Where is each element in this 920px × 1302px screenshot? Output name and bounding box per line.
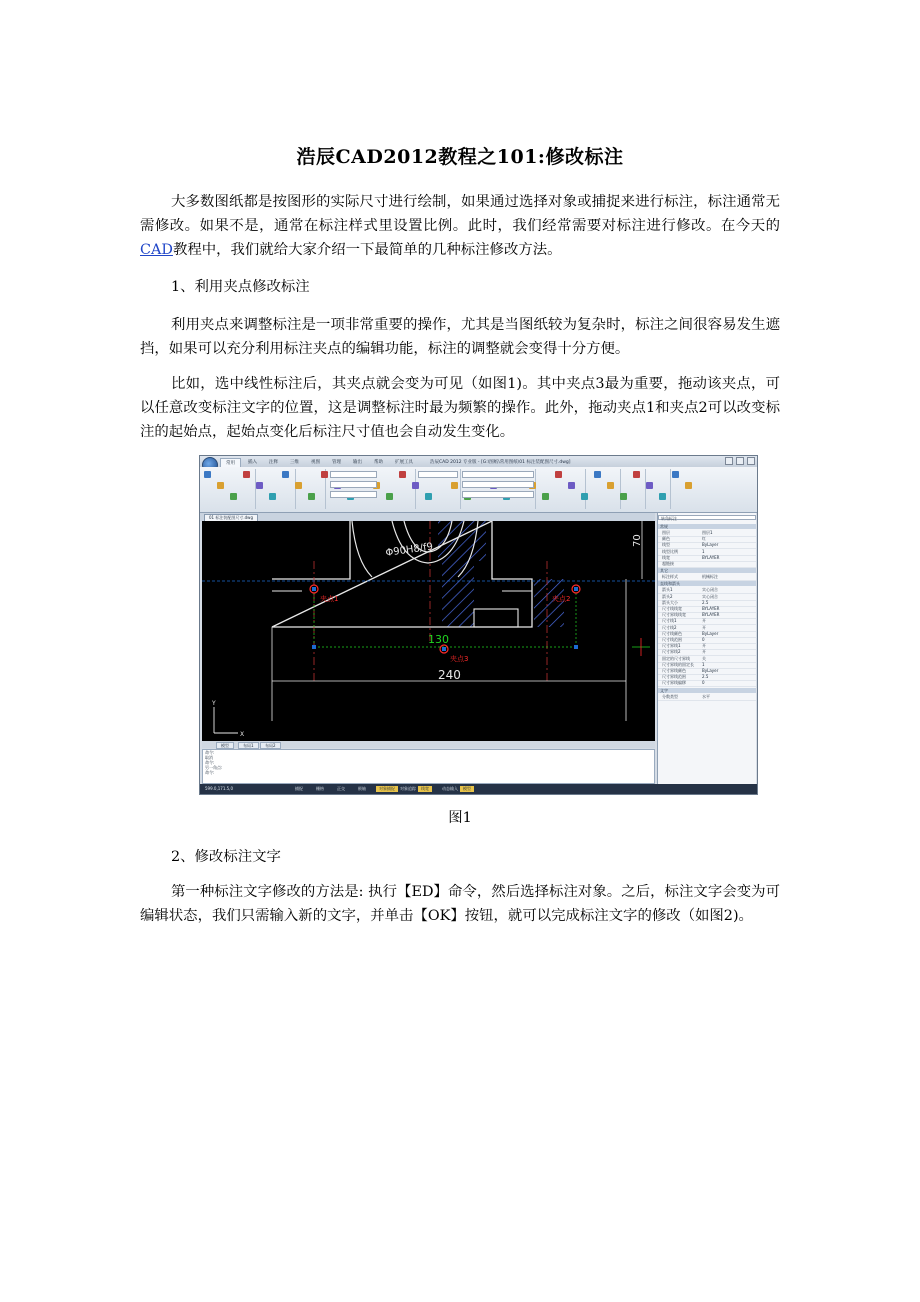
- section1-heading: 1、利用夹点修改标注: [171, 279, 310, 295]
- props-section-header[interactable]: 其它: [658, 568, 756, 573]
- ribbon-tool-icon[interactable]: [607, 482, 614, 489]
- props-key: 尺寸界线范围: [662, 674, 686, 680]
- props-section-header[interactable]: 常规: [658, 524, 756, 529]
- props-value: 关: [702, 655, 706, 661]
- status-toggle[interactable]: 极轴: [358, 786, 366, 791]
- props-key: 尺寸界线的固定长: [662, 661, 694, 667]
- ribbon-group: [645, 469, 671, 509]
- ribbon-combo[interactable]: [330, 481, 377, 488]
- cad-titlebar: [200, 456, 757, 467]
- intro-text-2: 教程中，我们就给大家介绍一下最简单的几种标注修改方法。: [172, 242, 562, 258]
- grip-3-square: [442, 647, 446, 651]
- status-toggle[interactable]: 对象追踪: [400, 786, 416, 791]
- layout-tab[interactable]: 布局1: [238, 742, 259, 749]
- command-line: 命令:: [205, 760, 215, 765]
- props-value: 实心闭合: [702, 593, 718, 599]
- section2-heading: 2、修改标注文字: [171, 849, 281, 865]
- ribbon-tool-icon[interactable]: [620, 493, 627, 500]
- cad-properties-panel: [657, 513, 756, 784]
- props-section-header[interactable]: 直线和箭头: [658, 581, 756, 586]
- cad-doc-tab: 01 标注装配图尺寸.dwg: [204, 514, 258, 522]
- props-key: 尺寸界线偏移: [662, 680, 686, 686]
- status-toggle[interactable]: 动态输入: [442, 786, 458, 791]
- props-value: 开: [702, 624, 706, 630]
- ribbon-group: [255, 469, 296, 509]
- intro-text-1: 大多数图纸都是按图形的实际尺寸进行绘制，如果通过选择对象或捕捉来进行标注，标注通常无需修改。如果不是，通常在标注样式里设置比例。此时，我们经常需要对标注进行修改。在今天的: [140, 194, 780, 234]
- props-key: 尺寸线线宽: [662, 606, 682, 611]
- ribbon-combo[interactable]: [462, 491, 534, 498]
- props-key: 尺寸界线1: [662, 643, 681, 649]
- cad-menu-item[interactable]: 常用: [220, 458, 241, 467]
- command-line: 命令:: [205, 750, 215, 755]
- props-key: 超链接: [662, 561, 674, 566]
- cad-menu-item[interactable]: 三维: [290, 460, 299, 465]
- status-toggle[interactable]: 对象捕捉: [376, 786, 398, 792]
- ribbon-combo[interactable]: [418, 471, 458, 478]
- ribbon-tool-icon[interactable]: [399, 471, 406, 478]
- props-key: 颜色: [662, 536, 670, 542]
- grip-2-square: [574, 587, 578, 591]
- ribbon-tool-icon[interactable]: [672, 471, 679, 478]
- ribbon-combo[interactable]: [462, 471, 534, 478]
- ribbon-tool-icon[interactable]: [542, 493, 549, 500]
- command-line: 另一角点:: [205, 765, 223, 770]
- ribbon-tool-icon[interactable]: [594, 471, 601, 478]
- cad-layout-tabs: [202, 741, 655, 748]
- hatch-region-right: [442, 561, 474, 627]
- props-value: 2.5: [702, 599, 709, 605]
- intro-paragraph: [140, 190, 780, 262]
- cad-menu-item[interactable]: 帮助: [374, 460, 383, 465]
- ribbon-tool-icon[interactable]: [386, 493, 393, 500]
- props-key: 图层: [662, 530, 670, 535]
- cad-drawing: [202, 521, 655, 741]
- maximize-icon: [736, 457, 744, 465]
- status-toggle[interactable]: 正交: [337, 786, 345, 791]
- grip-label-2: 夹点2: [552, 595, 571, 603]
- props-value: 图层1: [702, 530, 713, 535]
- props-value: 1: [702, 661, 705, 667]
- dim-text-70: 70: [632, 534, 643, 547]
- ribbon-tool-icon[interactable]: [555, 471, 562, 478]
- ribbon-tool-icon[interactable]: [256, 482, 263, 489]
- props-key: 分数类型: [662, 693, 678, 699]
- cad-ribbon: [200, 467, 757, 513]
- props-key: 线宽: [662, 554, 670, 560]
- ribbon-tool-icon[interactable]: [204, 471, 211, 478]
- cad-command-window: [202, 749, 655, 784]
- ucs-icon: [214, 707, 238, 733]
- ribbon-tool-icon[interactable]: [308, 493, 315, 500]
- minimize-icon: [725, 457, 733, 465]
- props-key: 线型比例: [662, 548, 678, 554]
- props-key: 尺寸界线颜色: [662, 668, 686, 673]
- cad-menu-item[interactable]: 管理: [332, 460, 341, 465]
- props-value: 0: [702, 637, 705, 642]
- grip-label-1: 夹点1: [320, 595, 339, 603]
- ribbon-tool-icon[interactable]: [412, 482, 419, 489]
- cad-menu-item[interactable]: 输出: [353, 460, 362, 465]
- ribbon-tool-icon[interactable]: [646, 482, 653, 489]
- cad-menu-item[interactable]: 注释: [269, 460, 278, 465]
- props-value: BYLAYER: [702, 554, 720, 560]
- props-value: 0: [702, 680, 705, 686]
- props-value: BYLAYER: [702, 612, 720, 618]
- dim-text-240: 240: [438, 668, 461, 682]
- status-coords: 599.0,171.5,0: [205, 786, 233, 791]
- hatch-region-far-right: [534, 579, 564, 627]
- props-value: 机械标注: [702, 574, 718, 580]
- ribbon-combo[interactable]: [330, 491, 377, 498]
- props-key: 尺寸线颜色: [662, 630, 682, 636]
- ribbon-tool-icon[interactable]: [230, 493, 237, 500]
- props-row[interactable]: [658, 694, 756, 701]
- props-key: 尺寸线1: [662, 618, 677, 624]
- props-value: 2.5: [702, 674, 709, 680]
- props-value: 开: [702, 618, 706, 624]
- ribbon-combo[interactable]: [330, 471, 377, 478]
- cad-menu-item[interactable]: 视图: [311, 460, 320, 465]
- ribbon-tool-icon[interactable]: [685, 482, 692, 489]
- ribbon-tool-icon[interactable]: [295, 482, 302, 489]
- ribbon-tool-icon[interactable]: [269, 493, 276, 500]
- ribbon-tool-icon[interactable]: [217, 482, 224, 489]
- props-value: 开: [702, 649, 706, 655]
- cad-screenshot: [199, 455, 758, 795]
- section2-paragraph-1: 第一种标注文字修改的方法是: 执行【ED】命令，然后选择标注对象。之后，标注文字会变为可编辑状态，我们只需输入新的文字，并单击【OK】按钮，就可以完成标注文字的修改（如图2)。: [140, 884, 780, 924]
- ribbon-tool-icon[interactable]: [451, 482, 458, 489]
- props-key: 箭头1: [662, 587, 673, 593]
- cad-menu-bar: [220, 458, 418, 467]
- props-value: 水平: [702, 693, 710, 699]
- status-toggle[interactable]: 模型: [460, 786, 474, 792]
- hole-label: Φ90H8/f9: [384, 541, 434, 559]
- props-row[interactable]: [658, 561, 756, 568]
- props-object-selector[interactable]: 转角标注: [658, 515, 756, 520]
- ribbon-tool-icon[interactable]: [659, 493, 666, 500]
- ribbon-tool-icon[interactable]: [568, 482, 575, 489]
- props-key: 尺寸界线2: [662, 649, 681, 655]
- status-toggle[interactable]: 捕捉: [295, 786, 303, 791]
- close-icon: [747, 457, 755, 465]
- props-value: 红: [702, 536, 706, 542]
- props-key: 固定的尺寸界线: [662, 655, 690, 661]
- layout-tab[interactable]: 模型: [216, 742, 234, 749]
- grip-end-left: [312, 645, 316, 649]
- cad-menu-item[interactable]: 插入: [248, 460, 257, 465]
- ribbon-tool-icon[interactable]: [425, 493, 432, 500]
- figure-caption: 图1: [448, 810, 472, 826]
- section1-paragraph-2: 比如，选中线性标注后，其夹点就会变为可见（如图1)。其中夹点3最为重要，拖动该夹点，可以任意改变标注文字的位置，这是调整标注时最为频繁的操作。此外，拖动夹点1和夹点2可以改变标注的起始点，起始点变化后标注尺寸值也会自动发生变化。: [140, 376, 780, 440]
- section1-paragraph-1: 利用夹点来调整标注是一项非常重要的操作，尤其是当图纸较为复杂时，标注之间很容易发生遮挡，如果可以充分利用标注夹点的编辑功能，标注的调整就会变得十分方便。: [140, 317, 780, 357]
- grip-label-3: 夹点3: [450, 655, 469, 663]
- props-value: 开: [702, 643, 706, 649]
- status-toggle[interactable]: 栅格: [316, 786, 324, 791]
- ribbon-tool-icon[interactable]: [581, 493, 588, 500]
- ucs-x-label: X: [240, 731, 245, 738]
- props-key: 箭头2: [662, 593, 673, 599]
- cad-window-controls: [725, 457, 755, 465]
- grip-end-right: [574, 645, 578, 649]
- base-outline: [272, 521, 532, 627]
- document-title: 浩辰CAD2012教程之101:修改标注: [296, 146, 624, 168]
- cad-menu-item[interactable]: 扩展工具: [395, 460, 413, 465]
- ribbon-tool-icon[interactable]: [243, 471, 250, 478]
- base-slot: [474, 609, 518, 627]
- props-value: 1: [702, 548, 705, 554]
- ucs-y-label: Y: [212, 700, 216, 707]
- props-key: 尺寸界线线宽: [662, 612, 686, 618]
- props-section-header[interactable]: 文字: [658, 688, 756, 693]
- ribbon-tool-icon[interactable]: [282, 471, 289, 478]
- props-row[interactable]: [658, 680, 756, 687]
- status-toggle[interactable]: 线宽: [418, 786, 432, 792]
- cad-drawing-canvas: [202, 521, 655, 741]
- command-line: 命令:: [205, 770, 215, 775]
- props-key: 标注样式: [662, 574, 678, 580]
- cad-window-title: 浩辰CAD 2012 专业版 - [G:\图纸\常用图纸\01 标注装配图尺寸.dwg]: [430, 460, 571, 465]
- cad-doc-tabbar: [200, 513, 655, 521]
- props-value: BYLAYER: [702, 606, 720, 611]
- props-key: 尺寸线2: [662, 624, 677, 630]
- props-key: 箭头大小: [662, 599, 678, 605]
- props-value: ByLayer: [702, 668, 719, 673]
- props-value: ByLayer: [702, 542, 719, 548]
- props-key: 尺寸线范围: [662, 637, 682, 642]
- cad-status-bar: [200, 784, 757, 794]
- cad-link[interactable]: CAD: [140, 242, 173, 258]
- props-value: 实心闭合: [702, 587, 718, 593]
- command-line: 取消: [205, 755, 213, 760]
- layout-tab[interactable]: 布局2: [260, 742, 281, 749]
- ribbon-tool-icon[interactable]: [321, 471, 328, 478]
- ribbon-tool-icon[interactable]: [633, 471, 640, 478]
- ribbon-combo[interactable]: [462, 481, 534, 488]
- props-value: ByLayer: [702, 630, 719, 636]
- props-key: 线型: [662, 542, 670, 548]
- ribbon-group: [585, 469, 621, 509]
- grip-1-square: [312, 587, 316, 591]
- dim-text-130: 130: [428, 633, 449, 646]
